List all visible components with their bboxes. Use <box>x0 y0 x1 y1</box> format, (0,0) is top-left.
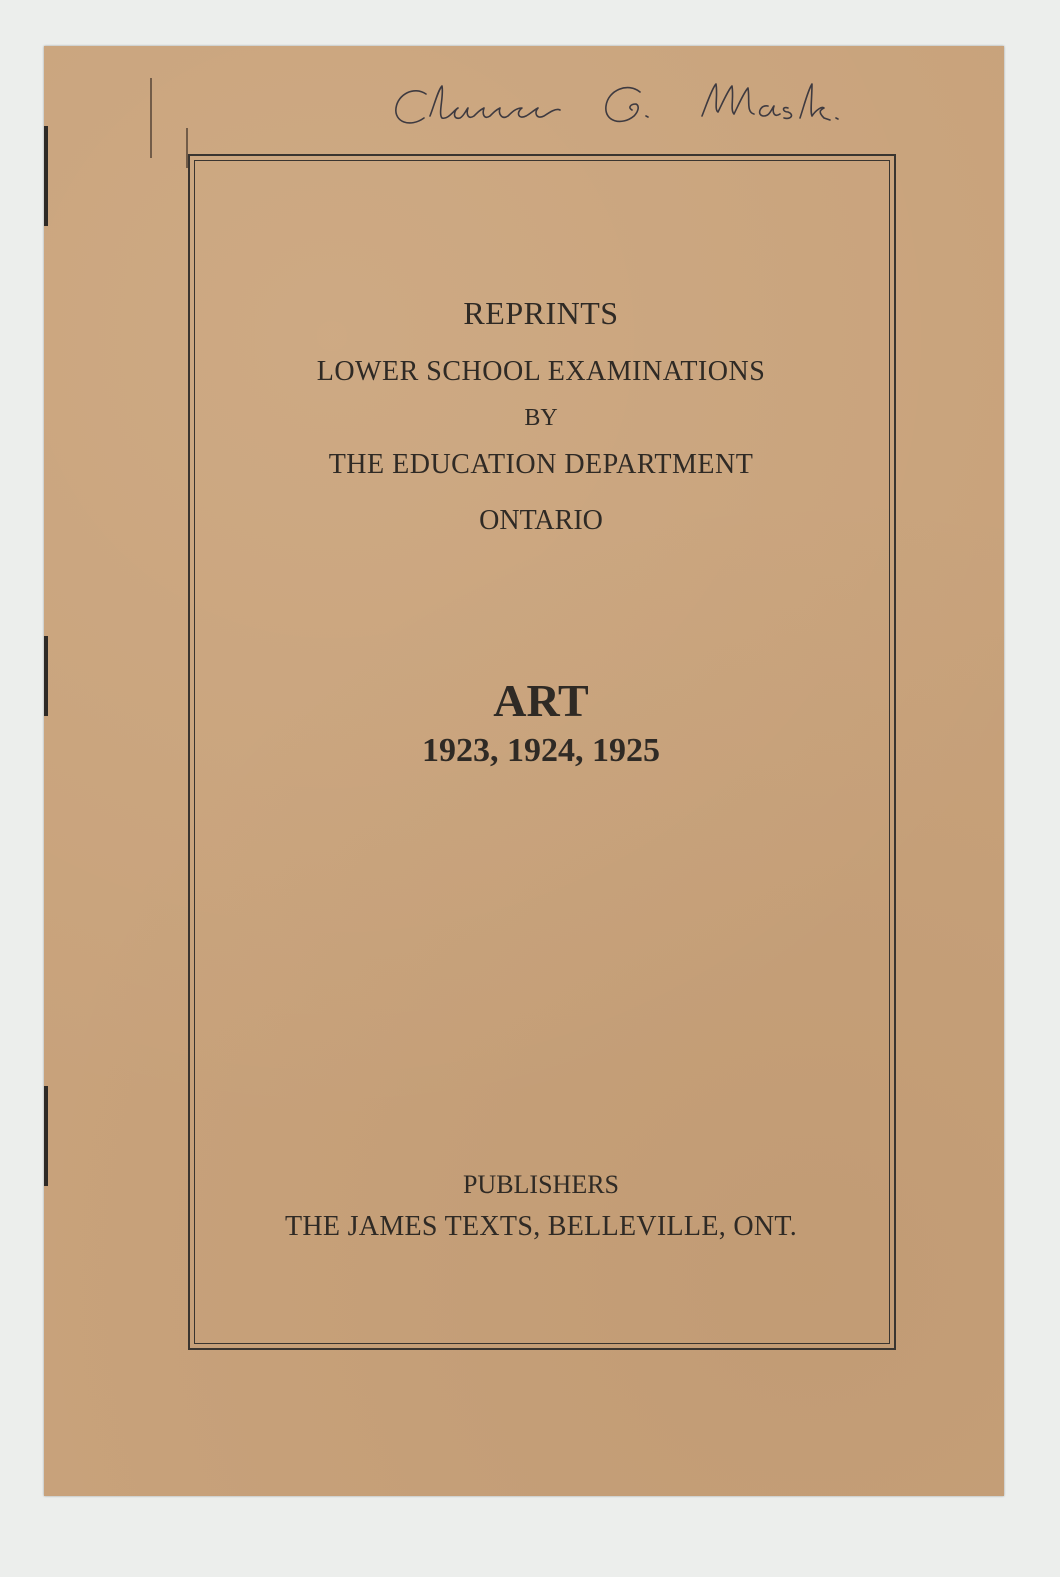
cover-text-block <box>194 160 888 1342</box>
years-text: 1923, 1924, 1925 <box>422 732 660 769</box>
pencil-mark <box>150 78 152 158</box>
department-name: THE EDUCATION DEPARTMENT <box>328 449 754 480</box>
staple-mark-middle <box>44 636 48 716</box>
subject-title: ART <box>493 675 589 726</box>
examinations-subtitle: LOWER SCHOOL EXAMINATIONS <box>316 356 766 387</box>
staple-mark-bottom <box>44 1086 48 1186</box>
staple-mark-top <box>44 126 48 226</box>
publisher-name: THE JAMES TEXTS, BELLEVILLE, ONT. <box>284 1211 798 1242</box>
handwritten-signature <box>384 76 944 146</box>
signature-drawing <box>384 76 944 146</box>
reprints-heading: REPRINTS <box>463 295 619 331</box>
publishers-label: PUBLISHERS <box>462 1170 620 1199</box>
booklet-cover <box>44 46 1004 1496</box>
province-name: ONTARIO <box>479 505 603 536</box>
by-text: BY <box>524 405 558 431</box>
